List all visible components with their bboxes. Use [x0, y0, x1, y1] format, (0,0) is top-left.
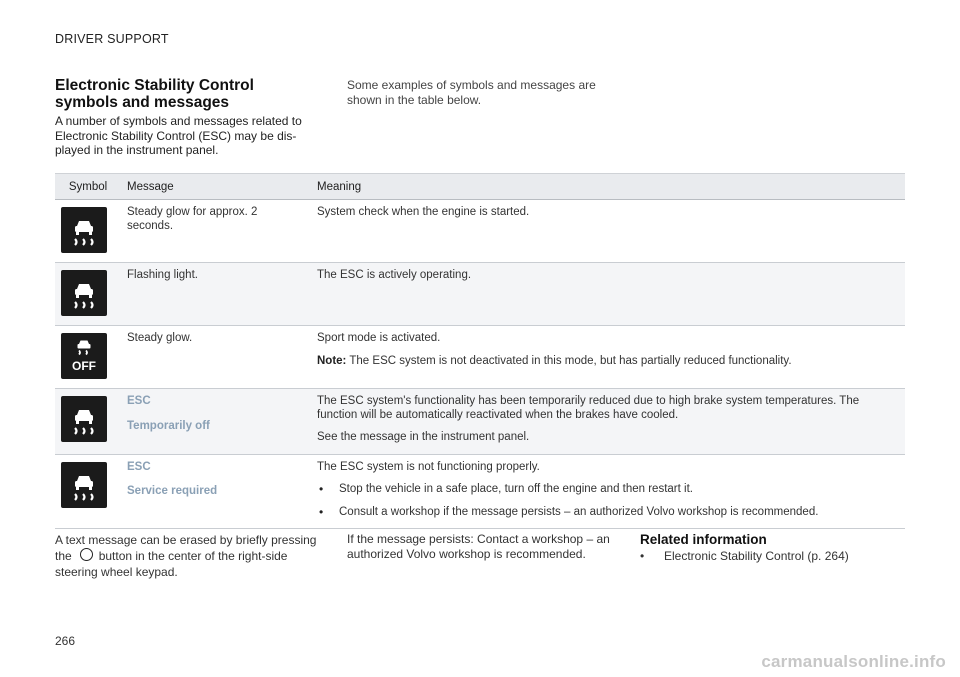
meaning-text: The ESC system's functionality has been temporarily reduced due to high brake system temperatures. The function will be automatically reactivated when the brakes have cooled. — [317, 395, 860, 421]
note-paragraph — [317, 355, 899, 369]
page-heading: Electronic Stability Control symbols and messages — [55, 77, 254, 111]
message-subtitle: Temporarily off — [127, 419, 210, 432]
related-info-link-text[interactable]: Electronic Stability Control (p. 264) — [664, 549, 849, 563]
meaning-text: Sport mode is activated. — [317, 332, 441, 344]
symbol-cell — [55, 263, 121, 326]
symbol-cell — [55, 326, 121, 389]
meaning-cell: The ESC is actively operating. — [311, 263, 905, 326]
message-cell: Steady glow. — [121, 326, 311, 389]
symbol-cell — [55, 454, 121, 529]
meaning-text: The ESC system is not functioning properly. — [317, 460, 540, 473]
esc-symbols-table — [55, 173, 905, 529]
footer-text-before: A text message can be erased by briefly pressing the — [55, 533, 317, 563]
meaning-cell — [311, 326, 905, 389]
bullet-icon: • — [640, 549, 645, 563]
meaning-cell — [311, 389, 905, 455]
instruction-list — [317, 483, 899, 519]
message-cell — [121, 454, 311, 529]
table-header-row — [55, 174, 905, 200]
page-number: 266 — [55, 634, 76, 648]
message-cell: Steady glow for approx. 2 seconds. — [121, 200, 311, 263]
esc-skid-icon — [61, 207, 107, 253]
table-row — [55, 389, 905, 455]
related-info-heading: Related information — [640, 532, 767, 547]
table-row — [55, 263, 905, 326]
watermark: carmanualsonline.info — [761, 652, 946, 671]
message-cell: Flashing light. — [121, 263, 311, 326]
table-row — [55, 454, 905, 529]
table-row — [55, 200, 905, 263]
esc-skid-icon — [61, 396, 107, 442]
col-meaning-header: Meaning — [311, 174, 905, 200]
section-header: DRIVER SUPPORT — [55, 32, 169, 46]
footer-paragraph — [55, 532, 325, 580]
related-info-link[interactable] — [640, 549, 849, 563]
symbol-cell — [55, 389, 121, 455]
esc-skid-icon — [61, 462, 107, 508]
meaning-cell: System check when the engine is started. — [311, 200, 905, 263]
esc-off-icon-text: OFF — [72, 359, 96, 373]
intro-paragraph: A number of symbols and messages related to Electronic Stability Control (ESC) may be dis-played in the instrument panel. — [55, 114, 302, 157]
message-subtitle: Service required — [127, 485, 218, 497]
message-cell — [121, 389, 311, 455]
message-title: ESC — [127, 395, 151, 407]
esc-skid-icon — [61, 270, 107, 316]
col-symbol-header: Symbol — [55, 174, 121, 200]
meaning-cell — [311, 454, 905, 529]
esc-off-icon — [61, 333, 107, 379]
meaning-text-2: See the message in the instrument panel. — [317, 431, 530, 443]
note-text: The ESC system is not deactivated in this mode, but has partially reduced functionality. — [349, 354, 792, 367]
intro-paragraph-2: Some examples of symbols and messages are shown in the table below. — [347, 78, 596, 107]
symbol-cell — [55, 200, 121, 263]
list-item: • Consult a workshop if the message persists – an authorized Volvo workshop is recommended. — [317, 506, 899, 520]
footer-paragraph-2: If the message persists: Contact a workshop – an authorized Volvo workshop is recommended. — [347, 532, 610, 561]
col-message-header: Message — [121, 174, 311, 200]
note-label: Note: — [317, 354, 347, 367]
footer-text-after: button in the center of the right-side steering wheel keypad. — [55, 549, 288, 579]
list-item: • Stop the vehicle in a safe place, turn off the engine and then restart it. — [317, 483, 899, 497]
message-title: ESC — [127, 460, 151, 473]
table-row — [55, 326, 905, 389]
ok-button-ring-icon — [80, 548, 93, 561]
